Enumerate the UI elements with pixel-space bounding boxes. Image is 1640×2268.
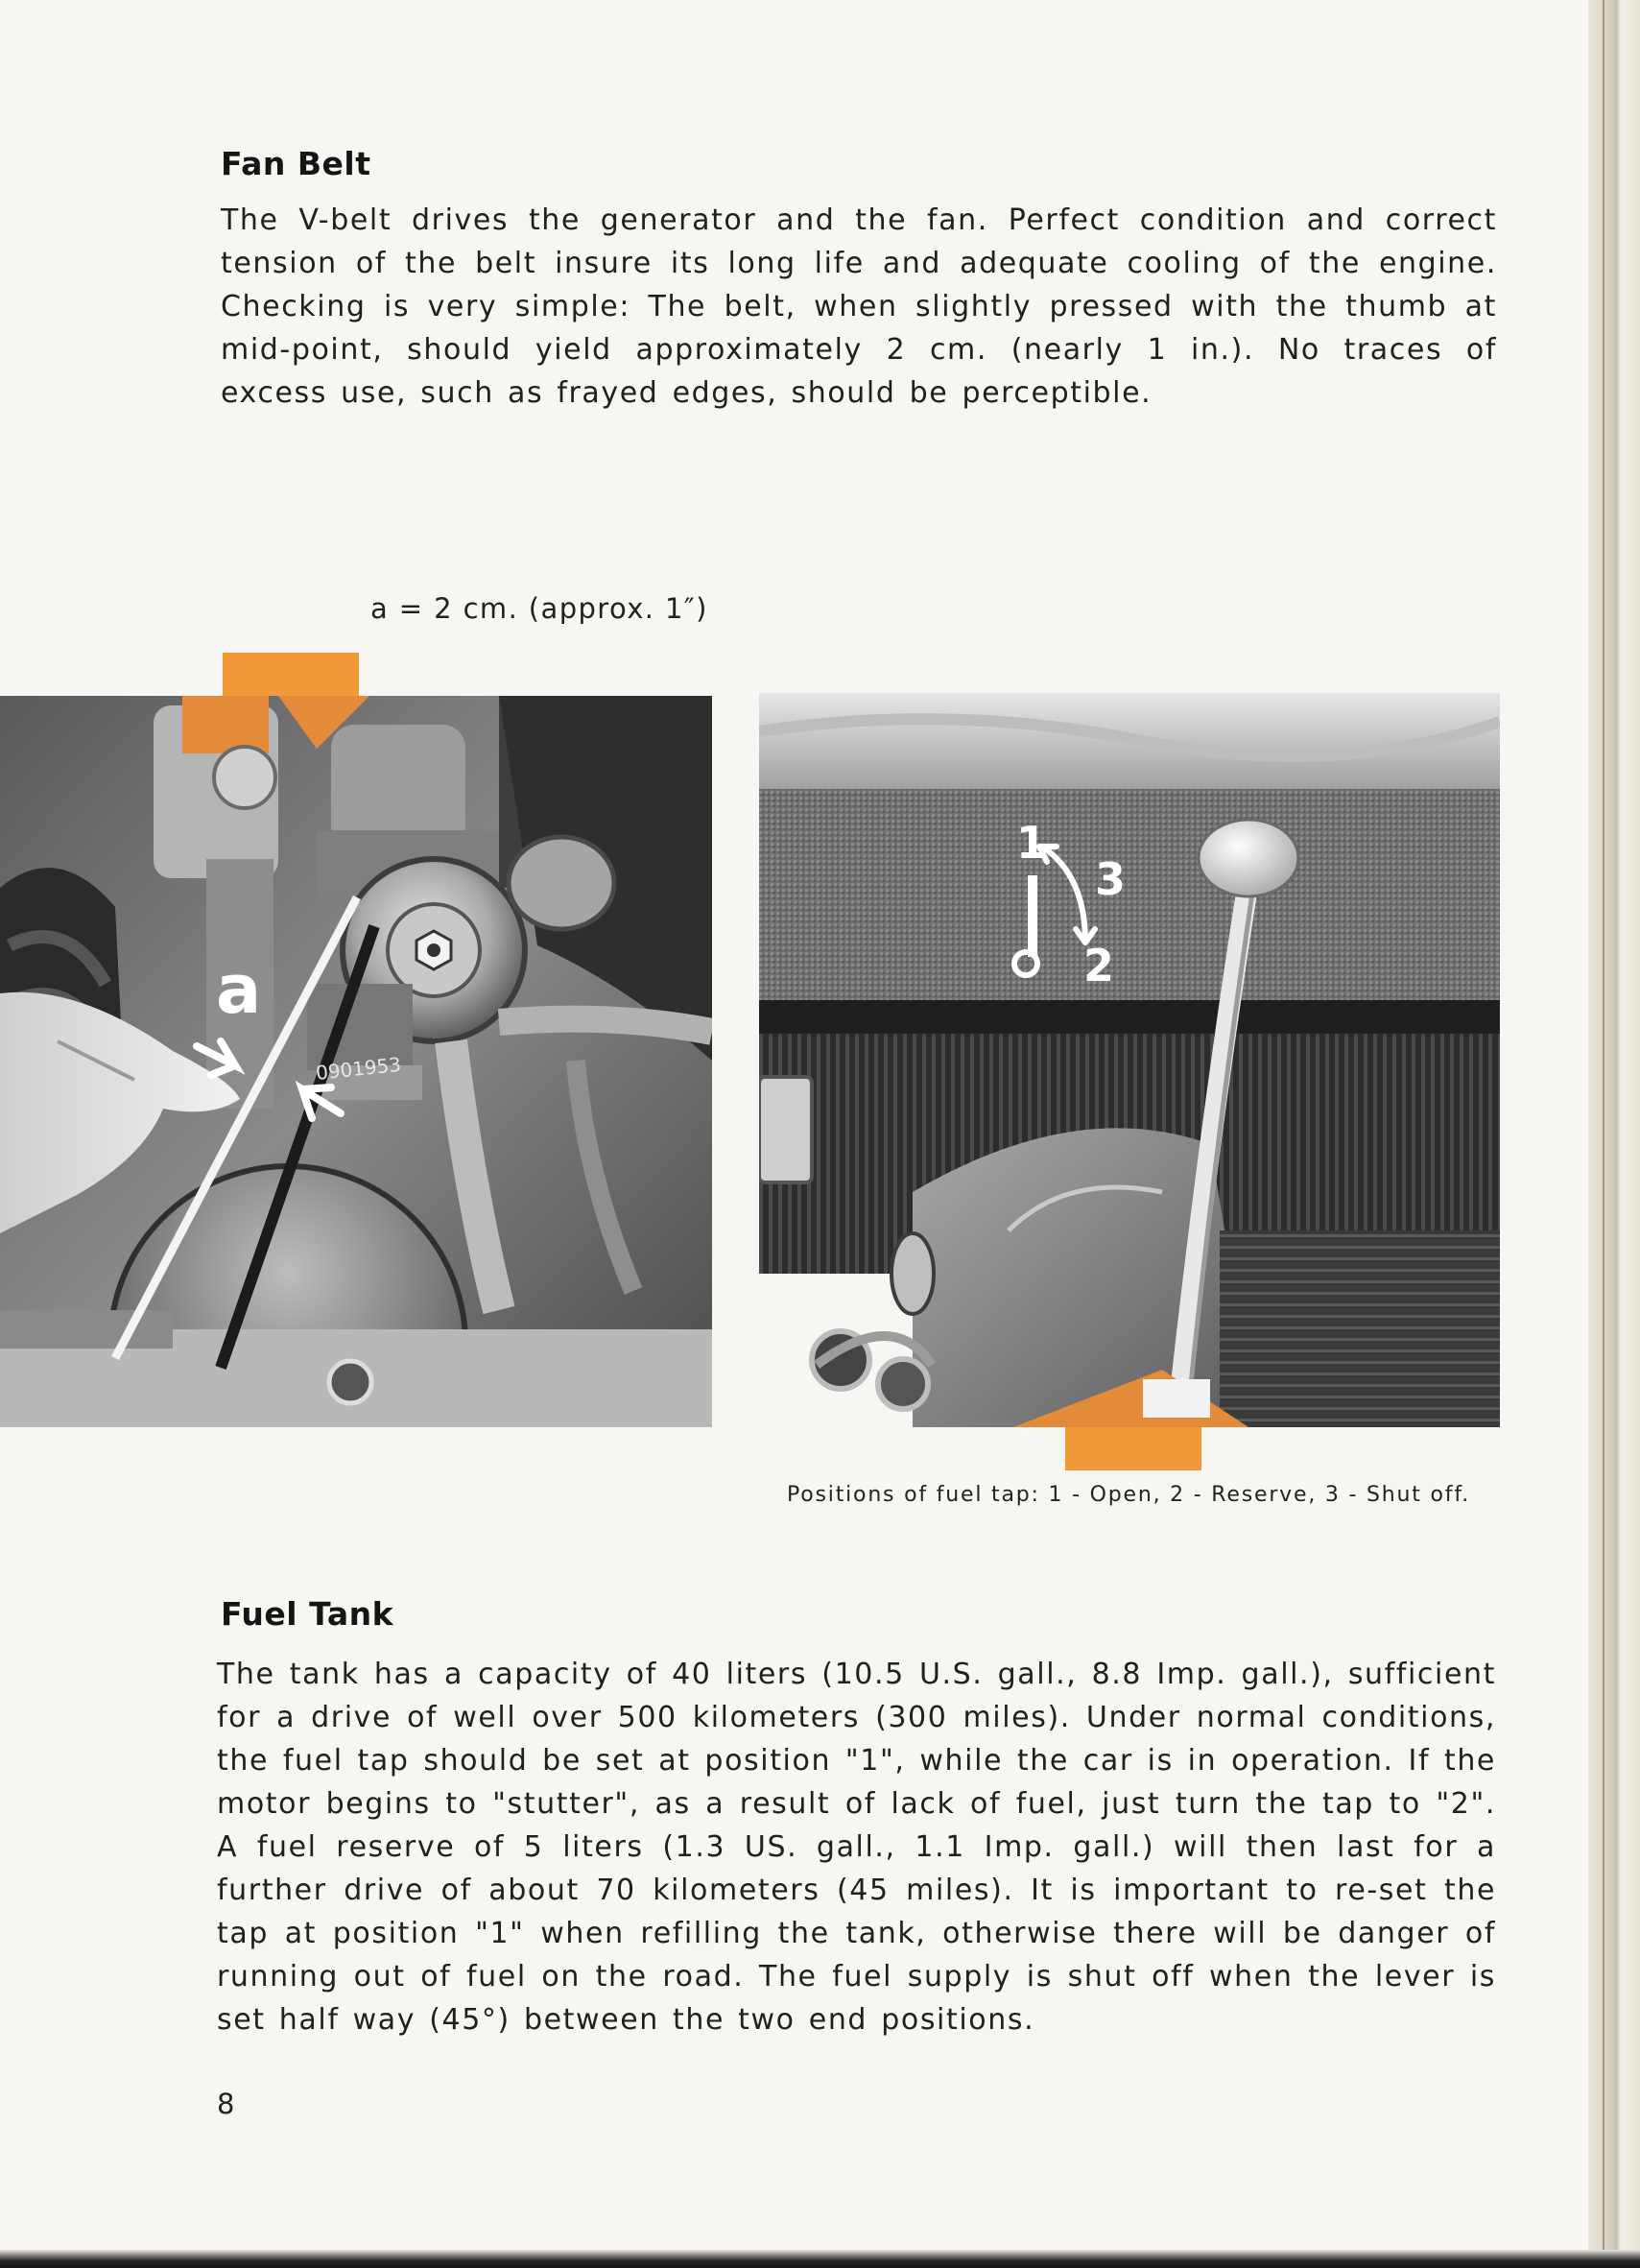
fuel-tank-paragraph: The tank has a capacity of 40 liters (10.5 U.S. gall., 8.8 Imp. gall.), sufficient for a drive of well over 500 kilometers (300 miles). Under normal conditions, the fuel tap should be set at position "1", while the car is in operation. If the motor begins to "stutter", as a result of lack of fuel, just turn the tap to "2". A fuel reserve of 5 liters (1.3 US. gall., 1.1 Imp. gall.) will then last for a further drive of about 70 kilometers (45 miles). It is important to re-set the tap at position "1" when refilling the tank, otherwise there will be danger of running out of fuel on the road. The fuel supply is shut off when the lever is set half way (45°) between the two end positions. [217, 1658, 1496, 2037]
fan-belt-photo [0, 696, 712, 1427]
engine-number-stamp: 0901953 [315, 1052, 403, 1085]
fuel-tap-photo [759, 693, 1500, 1427]
tap-position-3: 3 [1095, 853, 1127, 905]
tap-position-2: 2 [1083, 940, 1115, 991]
binding-crease [1603, 0, 1604, 2268]
orange-marker-top [223, 653, 359, 696]
fuel-tank-heading: Fuel Tank [221, 1595, 394, 1633]
page-number: 8 [217, 2088, 235, 2120]
dimension-label: a = 2 cm. (approx. 1″) [370, 592, 708, 625]
page-binding-edge [1588, 0, 1640, 2268]
orange-marker-bottom [1065, 1427, 1201, 1470]
tap-position-1: 1 [1016, 817, 1048, 869]
fan-belt-paragraph: The V-belt drives the generator and the fan. Perfect condition and correct tension of the belt insure its long life and adequate cooling of the engine. Checking is very simple: The belt, when slightly pressed with the thumb at mid-point, should yield approximately 2 cm. (nearly 1 in.). No traces of excess use, such as frayed edges, should be perceptible. [221, 203, 1497, 410]
dimension-letter: a [216, 950, 262, 1029]
fuel-tap-caption: Positions of fuel tap: 1 - Open, 2 - Reserve, 3 - Shut off. [787, 1483, 1471, 1507]
page-bottom-edge [0, 2250, 1640, 2268]
fan-belt-heading: Fan Belt [221, 145, 371, 182]
